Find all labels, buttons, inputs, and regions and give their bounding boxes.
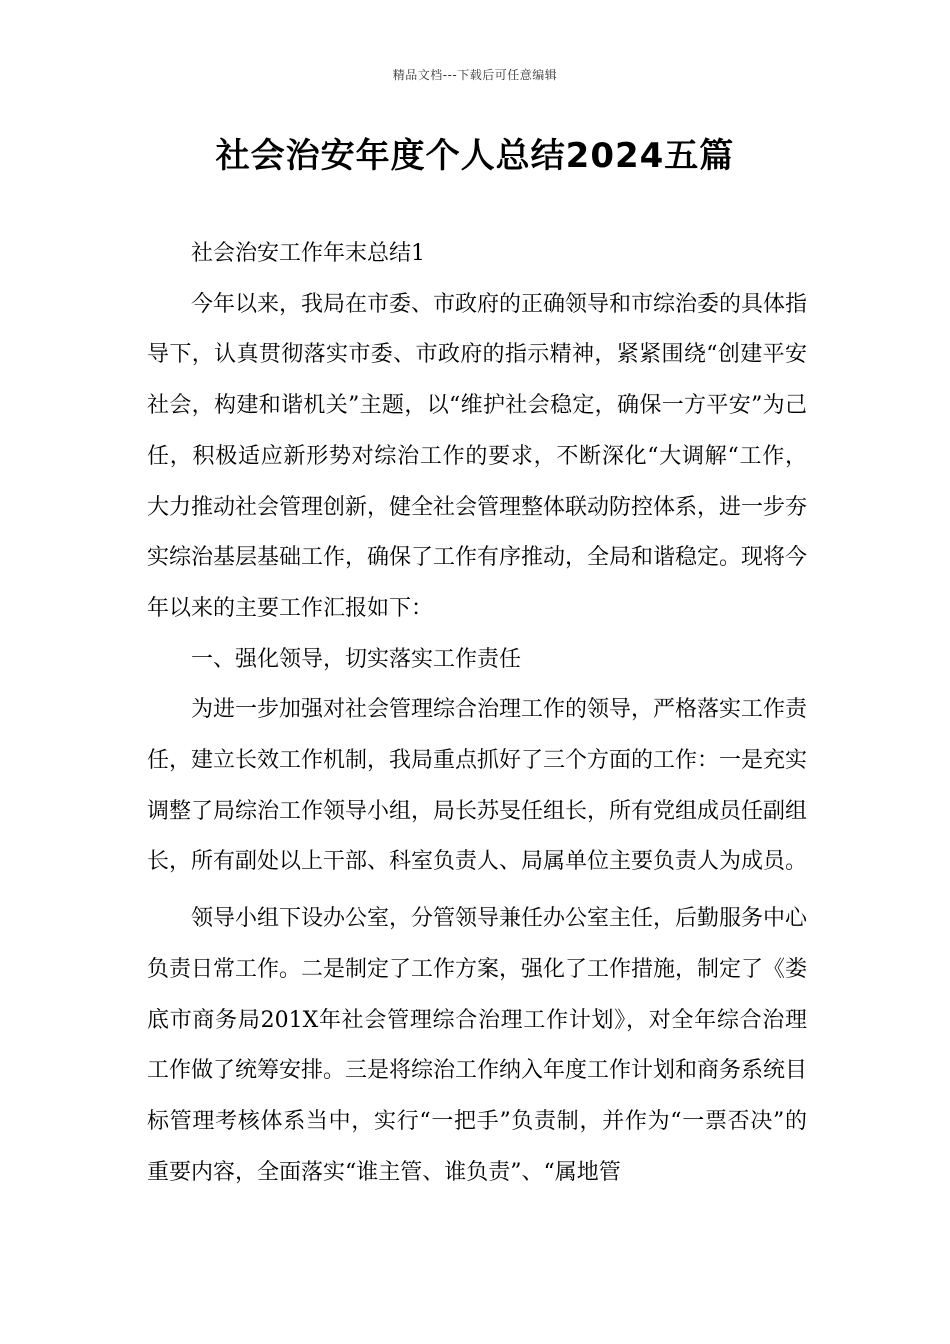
header-note: 精品文档---下载后可任意编辑: [392, 68, 558, 82]
body-paragraph-office: 领导小组下设办公室，分管领导兼任办公室主任，后勤服务中心负责日常工作。二是制定了工作方案，强化了工作措施，制定了《娄底市商务局201X年社会管理综合治理工作计划》，对全年综合治理工作做了统筹安排。三是将综治工作纳入年度工作计划和商务系统目标管理考核体系当中，实行“一把手”负责制，并作为“一票否决”的重要内容，全面落实“谁主管、谁负责”、“属地管: [147, 906, 808, 1185]
document-body: [147, 229, 807, 1198]
body-paragraph-intro: 今年以来，我局在市委、市政府的正确领导和市综治委的具体指导下，认真贯彻落实市委、市政府的指示精神，紧紧围绕“创建平安社会，构建和谐机关”主题，以“维护社会稳定，确保一方平安”为己任，积极适应新形势对综治工作的要求，不断深化“大调解“工作，大力推动社会管理创新，健全社会管理整体联动防控体系，进一步夯实综治基层基础工作，确保了工作有序推动，全局和谐稳定。现将今年以来的主要工作汇报如下：: [147, 291, 808, 621]
body-paragraph-leadership: 为进一步加强对社会管理综合治理工作的领导，严格落实工作责任，建立长效工作机制，我局重点抓好了三个方面的工作：一是充实调整了局综治工作领导小组，局长苏旻任组长，所有党组成员任副组长，所有副处以上干部、科室负责人、局属单位主要负责人为成员。: [147, 697, 808, 875]
section-heading-leadership: 一、强化领导，切实落实工作责任: [191, 646, 522, 672]
section-heading-summary-1: 社会治安工作年末总结1: [191, 241, 425, 266]
page-title: 社会治安年度个人总结2024五篇: [215, 136, 735, 176]
